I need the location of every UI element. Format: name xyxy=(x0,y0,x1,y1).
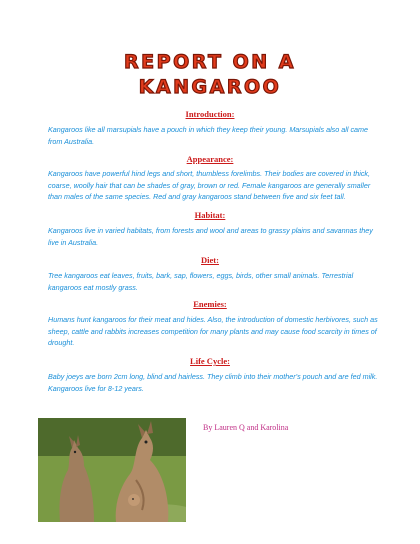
paragraph-life-cycle: Baby joeys are born 2cm long, blind and hairless. They climb into their mother's pouch and are fed milk. Kangaroos live for 8-12 years. xyxy=(48,372,378,393)
heading-appearance: Appearance: xyxy=(186,154,234,164)
title-line-1: REPORT ON A xyxy=(124,51,296,73)
page-title xyxy=(60,50,360,100)
kangaroo-photo xyxy=(38,418,186,522)
heading-habitat: Habitat: xyxy=(194,210,226,220)
paragraph-habitat: Kangaroos live in varied habitats, from forests and wool and areas to grassy plains and savannas they live in Australia. xyxy=(48,226,373,247)
heading-diet: Diet: xyxy=(201,255,219,265)
paragraph-introduction: Kangaroos like all marsupials have a pouch in which they keep their young. Marsupials also all came from Australia. xyxy=(48,125,369,146)
heading-enemies: Enemies: xyxy=(193,299,227,309)
author-byline: By Lauren Q and Karolina xyxy=(203,423,289,432)
paragraph-enemies: Humans hunt kangaroos for their meat and hides. Also, the introduction of domestic herbivores, such as sheep, cattle and rabbits increases competition for many plants and may cause food scarcity in times of drought. xyxy=(48,315,378,347)
title-line-2: KANGAROO xyxy=(138,76,282,98)
paragraph-appearance: Kangaroos have powerful hind legs and short, thumbless forelimbs. Their bodies are covered in thick, coarse, woolly hair that can be shades of gray, brown or red. Female kangaroos are generally smaller than males of the same species. Red and gray kangaroos stand between five and six feet tall. xyxy=(48,169,371,201)
heading-life-cycle: Life Cycle: xyxy=(190,356,230,366)
paragraph-diet: Tree kangaroos eat leaves, fruits, bark, sap, flowers, eggs, birds, other small animals. Terrestrial kangaroos eat mostly grass. xyxy=(48,271,354,292)
heading-introduction: Introduction: xyxy=(185,109,235,119)
